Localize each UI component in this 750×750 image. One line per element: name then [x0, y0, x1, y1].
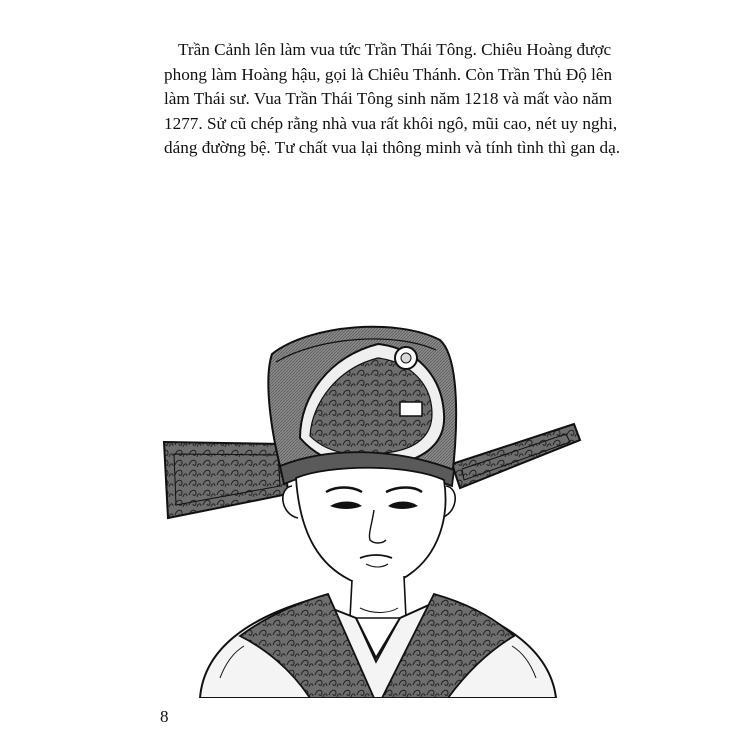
body-paragraph — [164, 38, 621, 161]
emperor-portrait-icon — [160, 318, 584, 698]
paragraph-line: 1277. Sử cũ chép rằng nhà vua rất khôi ngô, mũi cao, nét uy nghi, — [164, 113, 618, 133]
paragraph-line: dáng đường bệ. Tư chất vua lại thông minh và tính tình thì gan dạ. — [164, 138, 621, 158]
hat-wing-left — [164, 442, 288, 518]
paragraph-line: Trần Cảnh lên làm vua tức Trần Thái Tông. Chiêu Hoàng được — [178, 40, 612, 59]
page-number: 8 — [160, 707, 169, 726]
paragraph-line: phong làm Hoàng hậu, gọi là Chiêu Thánh. Còn Trần Thủ Độ lên — [164, 64, 613, 84]
hat-wing-right — [452, 424, 580, 488]
paragraph-line: làm Thái sư. Vua Trần Thái Tông sinh năm 1218 và mất vào năm — [164, 89, 613, 109]
